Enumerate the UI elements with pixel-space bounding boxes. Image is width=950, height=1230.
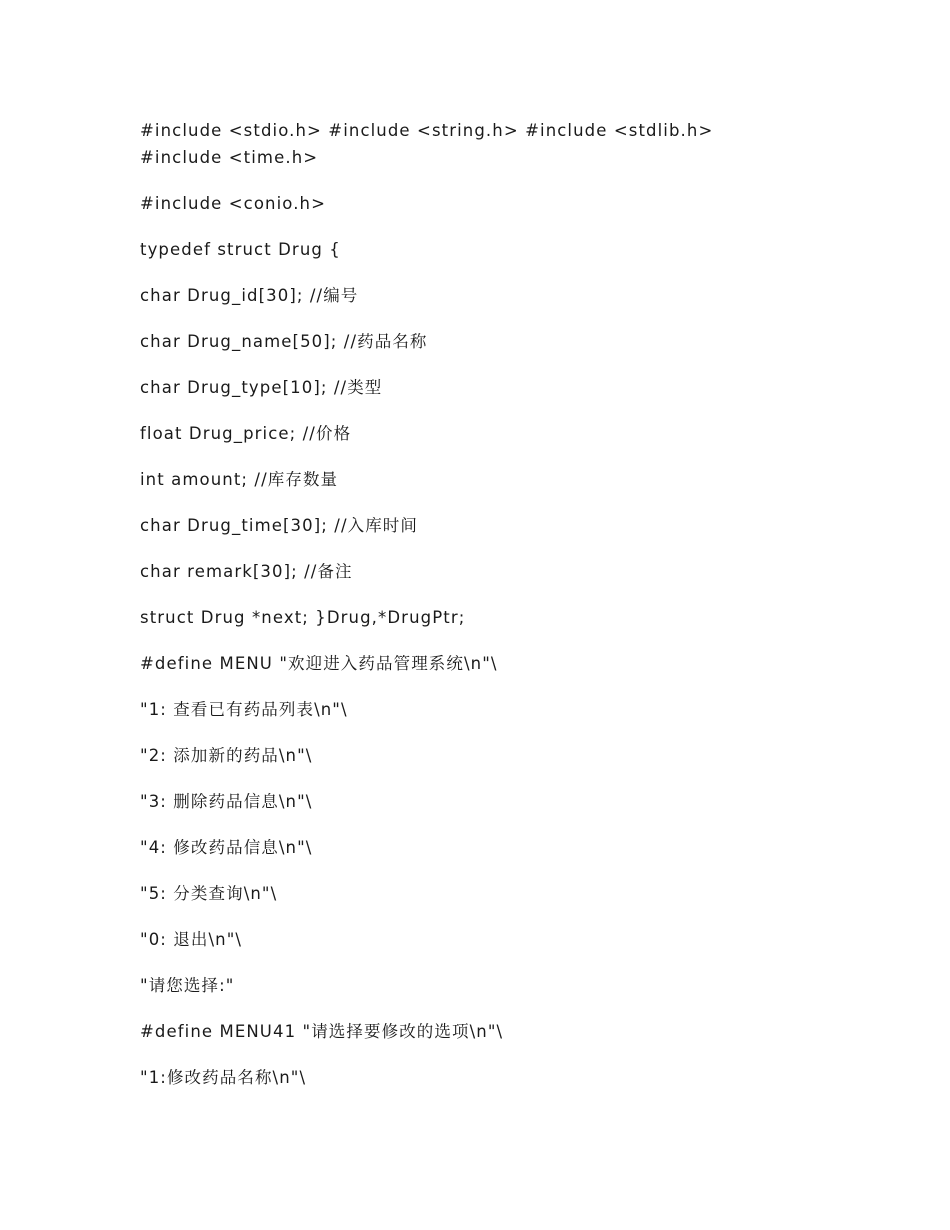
code-line-menu-option-5: "5: 分类查询\n"\ xyxy=(140,884,278,903)
code-line-menu41-option-1: "1:修改药品名称\n"\ xyxy=(140,1068,307,1087)
code-line-menu-option-4: "4: 修改药品信息\n"\ xyxy=(140,838,313,857)
code-line-drug-type: char Drug_type[10]; //类型 xyxy=(140,378,383,397)
code-line-includes: #include <stdio.h> #include <string.h> #include <stdlib.h> xyxy=(140,121,714,140)
code-line-next-pointer: struct Drug *next; }Drug,*DrugPtr; xyxy=(140,608,466,627)
code-line-define-menu: #define MENU "欢迎进入药品管理系统\n"\ xyxy=(140,654,498,673)
code-line-typedef: typedef struct Drug { xyxy=(140,240,341,259)
code-line-menu-option-1: "1: 查看已有药品列表\n"\ xyxy=(140,700,348,719)
code-line-remark: char remark[30]; //备注 xyxy=(140,562,353,581)
code-line-menu-option-3: "3: 删除药品信息\n"\ xyxy=(140,792,313,811)
code-line-define-menu41: #define MENU41 "请选择要修改的选项\n"\ xyxy=(140,1022,504,1041)
code-line-drug-id: char Drug_id[30]; //编号 xyxy=(140,286,359,305)
code-listing xyxy=(140,117,840,1110)
code-line-include-time: #include <time.h> xyxy=(140,148,319,167)
code-line-amount: int amount; //库存数量 xyxy=(140,470,339,489)
code-line-include-conio: #include <conio.h> xyxy=(140,194,327,213)
code-line-menu-option-0: "0: 退出\n"\ xyxy=(140,930,243,949)
code-line-menu-option-2: "2: 添加新的药品\n"\ xyxy=(140,746,313,765)
code-line-menu-prompt: "请您选择:" xyxy=(140,976,235,995)
code-line-drug-time: char Drug_time[30]; //入库时间 xyxy=(140,516,419,535)
code-line-drug-price: float Drug_price; //价格 xyxy=(140,424,352,443)
code-line-drug-name: char Drug_name[50]; //药品名称 xyxy=(140,332,428,351)
